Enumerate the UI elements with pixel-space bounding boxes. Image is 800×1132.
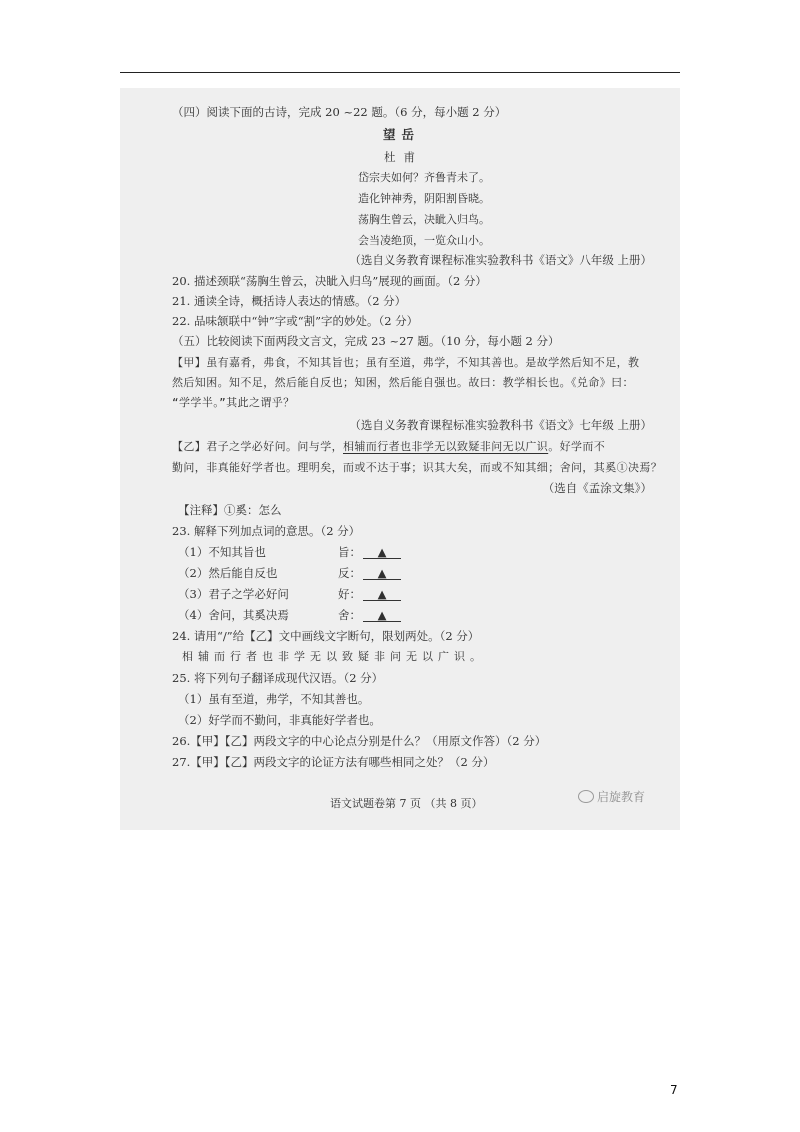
q23-answer [338, 545, 401, 559]
answer-blank[interactable]: ▲ [363, 588, 401, 601]
q23-label: 反： [338, 566, 361, 580]
question-25: 25. 将下列句子翻译成现代汉语。（2 分） [172, 671, 384, 685]
poem-title: 望岳 [383, 127, 421, 142]
poem-author: 杜甫 [384, 150, 423, 164]
q23-answer [338, 566, 401, 580]
page-number: 7 [670, 1083, 678, 1097]
q23-item [178, 608, 666, 622]
q23-item [178, 566, 666, 580]
poem-line: 岱宗夫如何？齐鲁青未了。 [358, 171, 490, 184]
passage-yi-line [172, 440, 660, 454]
poem-line: 会当凌绝顶，一览众山小。 [358, 234, 490, 247]
poem-line: 荡胸生曾云，决眦入归鸟。 [358, 213, 490, 226]
question-21: 21. 通读全诗，概括诗人表达的情感。（2 分） [172, 294, 407, 308]
watermark [578, 788, 645, 805]
question-22: 22. 品味颔联中“钟”字或“割”字的妙处。（2 分） [172, 314, 419, 328]
poem-source: （选自义务教育课程标准实验教科书《语文》八年级 上册） [349, 253, 652, 267]
q23-answer [338, 608, 401, 622]
passage-jia-line: 然后知困。知不足，然后能自反也；知困，然后能自强也。故曰：教学相长也。《兑命》曰： [172, 376, 634, 389]
passage-jia-line: 【甲】虽有嘉肴，弗食，不知其旨也；虽有至道，弗学，不知其善也。是故学然后知不足，教 [172, 356, 640, 369]
q25-item: （1）虽有至道，弗学，不知其善也。 [178, 692, 370, 706]
chat-bubble-icon [578, 790, 594, 803]
q23-item [178, 545, 666, 559]
question-24: 24. 请用“/”给【乙】文中画线文字断句，限划两处。（2 分） [172, 629, 480, 643]
answer-blank[interactable]: ▲ [363, 609, 401, 622]
q23-item-text: （2）然后能自反也 [178, 566, 278, 580]
question-23: 23. 解释下列加点词的意思。（2 分） [172, 524, 361, 538]
poem-line: 造化钟神秀，阴阳割昏晓。 [358, 192, 490, 205]
question-27: 27.【甲】【乙】两段文字的论证方法有哪些相同之处？（2 分） [172, 755, 495, 769]
q23-label: 旨： [338, 545, 361, 559]
q25-item: （2）好学而不勤问，非真能好学者也。 [178, 713, 381, 727]
answer-blank[interactable]: ▲ [363, 546, 401, 559]
page-footer: 语文试题卷第 7 页 （共 8 页） [330, 797, 483, 810]
watermark-text: 启旋教育 [597, 790, 646, 804]
header-rule [120, 72, 680, 73]
annotation-note: 【注释】①奚：怎么 [178, 503, 282, 517]
q23-item-text: （1）不知其旨也 [178, 545, 266, 559]
section4-heading: （四）阅读下面的古诗，完成 20 ~22 题。（6 分，每小题 2 分） [172, 105, 507, 119]
q23-item-text: （4）舍问，其奚决焉 [178, 608, 289, 622]
passage-yi-text: 【乙】君子之学必好问。问与学，相辅而行者也非学无以致疑非问无以广识。好学而不 [172, 440, 606, 453]
underlined-phrase: 相辅而行者也非学无以致疑非问无以广识 [343, 440, 549, 453]
q23-item [178, 587, 666, 601]
passage-yi-line: 勤问，非真能好学者也。理明矣，而或不达于事；识其大矣，而或不知其细；舍问，其奚①决焉？ [172, 461, 663, 474]
q23-label: 好： [338, 587, 361, 601]
q23-answer [338, 587, 401, 601]
passage-jia-line: “学学半。”其此之谓乎？ [172, 396, 295, 409]
question-20: 20. 描述颈联“荡胸生曾云，决眦入归鸟”展现的画面。（2 分） [172, 274, 487, 288]
passage-jia-source: （选自义务教育课程标准实验教科书《语文》七年级 上册） [349, 418, 652, 432]
answer-blank[interactable]: ▲ [363, 567, 401, 580]
q23-item-text: （3）君子之学必好问 [178, 587, 289, 601]
q24-sentence: 相辅而行者也非学无以致疑非问无以广识。 [182, 650, 486, 663]
question-26: 26.【甲】【乙】两段文字的中心论点分别是什么？（用原文作答）（2 分） [172, 734, 547, 748]
section5-heading: （五）比较阅读下面两段文言文，完成 23 ~27 题。（10 分，每小题 2 分） [172, 334, 560, 348]
q23-label: 舍： [338, 608, 361, 622]
passage-yi-source: （选自《孟涂文集》） [542, 481, 652, 495]
